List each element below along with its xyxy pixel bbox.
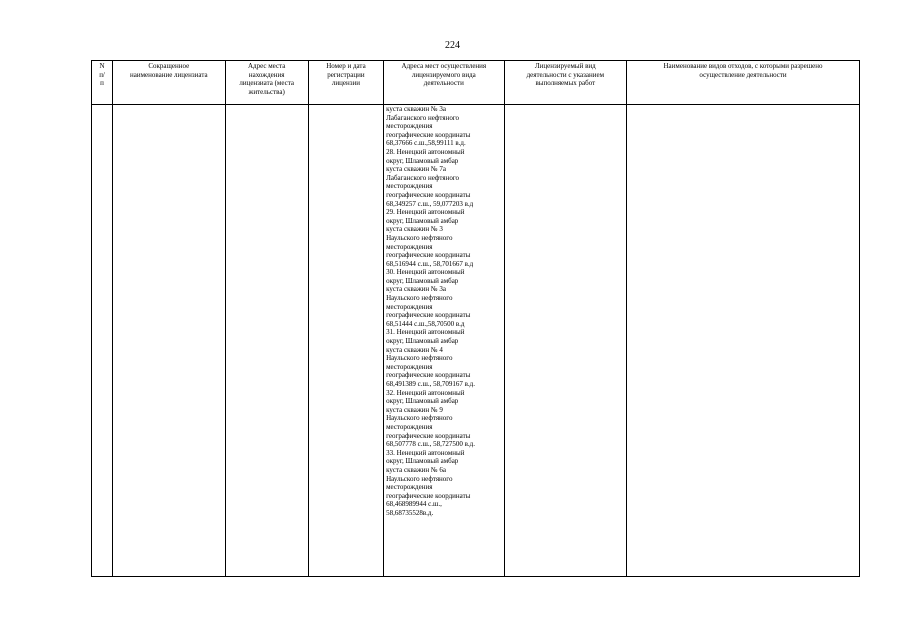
- table-row: [92, 105, 860, 577]
- cell-licensed-activity: [504, 105, 626, 577]
- cell-row-number: [92, 105, 113, 577]
- header-activity-locations: Адреса мест осуществления лицензируемого вида деятельности: [384, 61, 504, 105]
- header-waste-types: Наименование видов отходов, с которыми разрешено осуществление деятельности: [627, 61, 860, 105]
- table-body: [92, 105, 860, 577]
- license-registry-table: [91, 60, 860, 577]
- table-header: [92, 61, 860, 105]
- header-licensed-activity: Лицензируемый вид деятельности с указанием выполняемых работ: [504, 61, 626, 105]
- header-licensee-address: Адрес места нахождения лицензиата (места жительства): [225, 61, 308, 105]
- cell-license-registration: [308, 105, 383, 577]
- cell-licensee-name: [113, 105, 225, 577]
- page-number: 224: [445, 40, 460, 51]
- cell-licensee-address: [225, 105, 308, 577]
- header-licensee-name: Сокращенное наименование лицензиата: [113, 61, 225, 105]
- header-row-number: N п/ п: [92, 61, 113, 105]
- cell-activity-locations: куста скважин № 3а Лабаганского нефтяного месторождения географические координаты 68,37666 с.ш.,58,99111 в.д. 28. Ненецкий автономный округ, Шламовый амбар куста скважин № 7а Лабаганского нефтяного месторождения географические координаты 68,349257 с.ш., 59,077203 в.д 29. Ненецкий автономный округ, Шламовый амбар куста скважин № 3 Наульского нефтяного месторождения географические координаты 68,516944 с.ш., 58,701667 в.д 30. Ненецкий автономный округ, Шламовый амбар куста скважин № 3а Наульского нефтяного месторождения географические координаты 68,51444 с.ш.,58,70500 в.д 31. Ненецкий автономный округ, Шламовый амбар куста скважин № 4 Наульского нефтяного месторождения географические координаты 68,491389 с.ш., 58,709167 в.д. 32. Ненецкий автономный округ, Шламовый амбар куста скважин № 9 Наульского нефтяного месторождения географические координаты 68,507778 с.ш., 58,727500 в.д. 33. Ненецкий автономный округ, Шламовый амбар куста скважин № 6а Наульского нефтяного месторождения географические координаты 68,468989944 с.ш., 58,68735528в.д.: [384, 105, 504, 577]
- header-row: [92, 61, 860, 105]
- cell-waste-types: [627, 105, 860, 577]
- header-license-registration: Номер и дата регистрации лицензии: [308, 61, 383, 105]
